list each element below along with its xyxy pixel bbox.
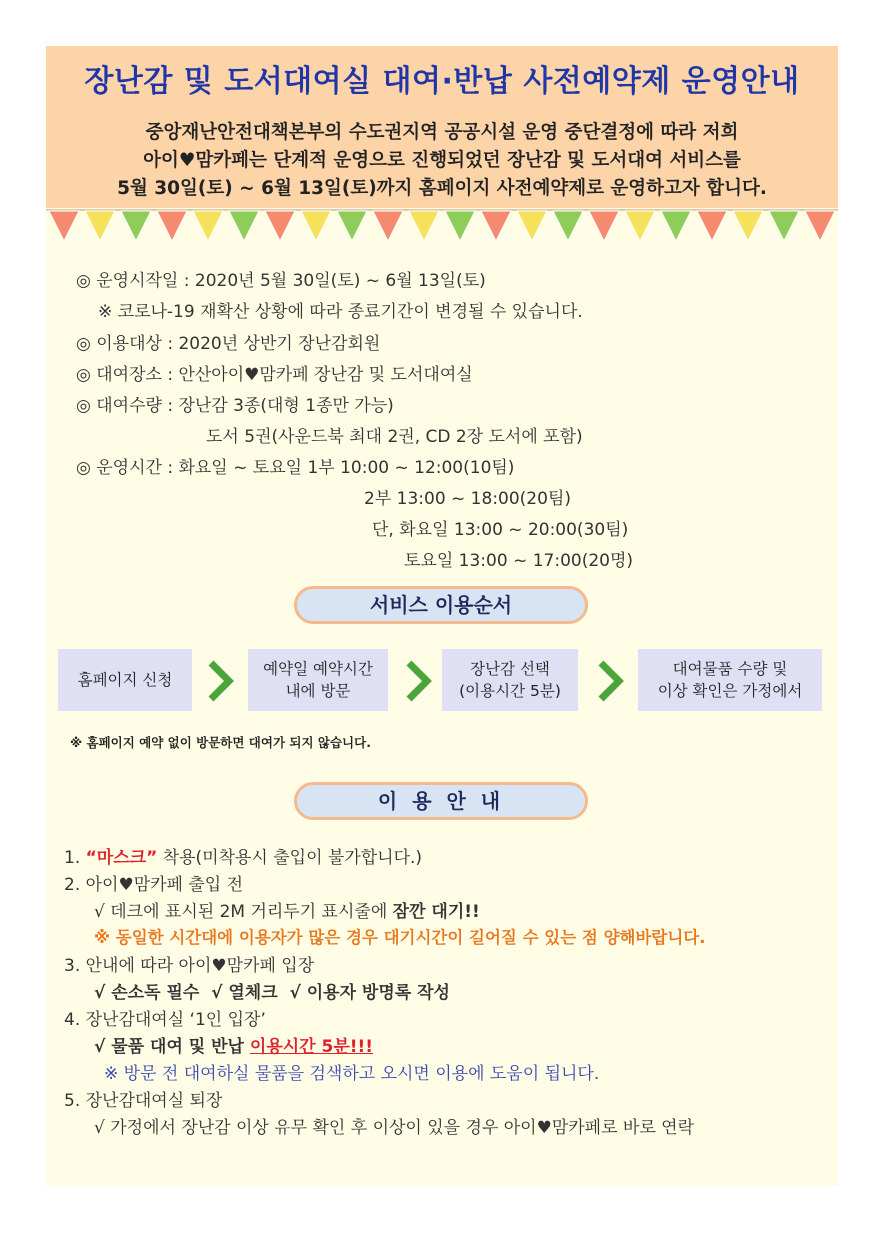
bunting-flag xyxy=(121,211,151,241)
bunting-flag xyxy=(193,211,223,241)
info-hours-2: 2부 13:00 ~ 18:00(20팀) xyxy=(364,489,571,509)
guide-item-2: 2. 아이♥맘카페 출입 전 xyxy=(64,875,244,895)
guide-item-4-note: ※ 방문 전 대여하실 물품을 검색하고 오시면 이용에 도움이 됩니다. xyxy=(104,1064,600,1084)
chevron-right-icon xyxy=(404,660,432,702)
info-place: ◎ 대여장소 : 안산아이♥맘카페 장난감 및 도서대여실 xyxy=(76,365,473,385)
guide-item-1-number: 1. xyxy=(64,848,86,868)
step-3-line1: 장난감 선택 xyxy=(470,660,550,678)
guide-item-1 xyxy=(64,843,422,868)
guide-item-1-text: 착용(미착용시 출입이 불가합니다.) xyxy=(157,848,423,868)
bunting-flag xyxy=(517,211,547,241)
info-hours: ◎ 운영시간 : 화요일 ~ 토요일 1부 10:00 ~ 12:00(10팀) xyxy=(76,458,515,478)
step-3-line2: (이용시간 5분) xyxy=(459,682,561,700)
bunting-flag xyxy=(265,211,295,241)
bunting-flag xyxy=(481,211,511,241)
guide-item-3-sub: √ 손소독 필수 √ 열체크 √ 이용자 방명록 작성 xyxy=(94,983,450,1003)
chevron-right-icon xyxy=(206,660,234,702)
guide-item-2-sub xyxy=(94,897,480,922)
bunting-flag xyxy=(409,211,439,241)
bunting-flag xyxy=(49,211,79,241)
info-hours-3: 단, 화요일 13:00 ~ 20:00(30팀) xyxy=(372,520,629,540)
bunting-flag xyxy=(229,211,259,241)
info-period-note: ※ 코로나-19 재확산 상황에 따라 종료기간이 변경될 수 있습니다. xyxy=(98,302,583,322)
bunting-decoration xyxy=(46,208,838,246)
guide-item-4-sub xyxy=(94,1032,373,1057)
page-title: 장난감 및 도서대여실 대여·반납 사전예약제 운영안내 xyxy=(84,64,800,99)
step-3 xyxy=(442,649,578,711)
guide-item-3: 3. 안내에 따라 아이♥맘카페 입장 xyxy=(64,956,315,976)
bunting-flag xyxy=(589,211,619,241)
bunting-flag xyxy=(661,211,691,241)
guide-item-4: 4. 장난감대여실 ‘1인 입장’ xyxy=(64,1010,266,1030)
info-quantity: ◎ 대여수량 : 장난감 3종(대형 1종만 가능) xyxy=(76,396,394,416)
step-2-line2: 내에 방문 xyxy=(285,682,351,700)
bunting-flag xyxy=(301,211,331,241)
guide-heading: 이 용 안 내 xyxy=(294,782,588,820)
notice-page xyxy=(46,46,838,1186)
step-2 xyxy=(248,649,388,711)
bunting-flag xyxy=(625,211,655,241)
guide-item-4-sub-emphasis: 이용시간 5분!!! xyxy=(249,1037,374,1057)
guide-item-2-note: ※ 동일한 시간대에 이용자가 많은 경우 대기시간이 길어질 수 있는 점 양해바랍니다. xyxy=(94,928,706,947)
bunting-flag xyxy=(337,211,367,241)
step-4-line2: 이상 확인은 가정에서 xyxy=(657,682,803,700)
bunting-flag xyxy=(769,211,799,241)
step-1 xyxy=(58,649,192,711)
step-4 xyxy=(638,649,822,711)
bunting-flag xyxy=(553,211,583,241)
bunting-flag xyxy=(805,211,835,241)
guide-item-2-sub-emphasis: 잠깐 대기!! xyxy=(392,902,480,922)
bunting-flag xyxy=(85,211,115,241)
header-banner xyxy=(46,46,838,208)
step-4-line1: 대여물품 수량 및 xyxy=(672,660,788,678)
info-period: ◎ 운영시작일 : 2020년 5월 30일(토) ~ 6월 13일(토) xyxy=(76,271,486,291)
guide-item-2-sub-text: √ 데크에 표시된 2M 거리두기 표시줄에 xyxy=(94,902,393,922)
service-order-heading: 서비스 이용순서 xyxy=(294,586,588,624)
bunting-flag xyxy=(157,211,187,241)
info-hours-4: 토요일 13:00 ~ 17:00(20명) xyxy=(404,551,634,571)
guide-item-4-sub-text: √ 물품 대여 및 반납 xyxy=(94,1037,250,1057)
info-target: ◎ 이용대상 : 2020년 상반기 장난감회원 xyxy=(76,334,381,354)
bunting-flag xyxy=(445,211,475,241)
guide-item-5: 5. 장난감대여실 퇴장 xyxy=(64,1091,223,1111)
info-quantity-books: 도서 5권(사운드북 최대 2권, CD 2장 도서에 포함) xyxy=(206,427,583,447)
intro-line-2: 아이♥맘카페는 단계적 운영으로 진행되었던 장난감 및 도서대여 서비스를 xyxy=(143,150,741,171)
service-order-note: ※ 홈페이지 예약 없이 방문하면 대여가 되지 않습니다. xyxy=(70,735,371,750)
bunting-flag xyxy=(373,211,403,241)
chevron-right-icon xyxy=(596,660,624,702)
intro-line-1: 중앙재난안전대책본부의 수도권지역 공공시설 운영 중단결정에 따라 저희 xyxy=(145,122,739,143)
guide-item-1-emphasis: “마스크” xyxy=(85,848,158,868)
step-1-line1: 홈페이지 신청 xyxy=(77,671,173,689)
guide-item-5-sub: √ 가정에서 장난감 이상 유무 확인 후 이상이 있을 경우 아이♥맘카페로 바로 연락 xyxy=(94,1118,694,1138)
bunting-flag xyxy=(733,211,763,241)
step-2-line1: 예약일 예약시간 xyxy=(263,660,373,678)
intro-line-3: 5월 30일(토) ~ 6월 13일(토)까지 홈페이지 사전예약제로 운영하고자 합니다. xyxy=(117,178,767,199)
bunting-flag xyxy=(697,211,727,241)
